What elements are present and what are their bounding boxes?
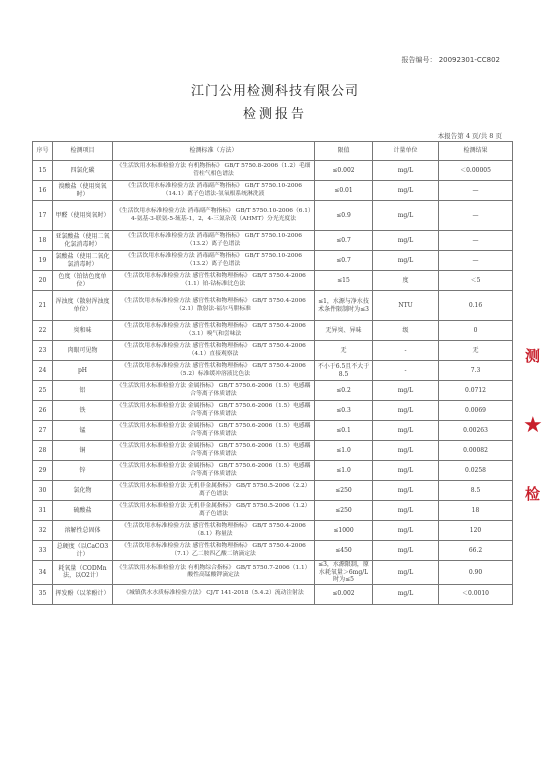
- row-unit: mg/L: [373, 181, 439, 201]
- table-row: [33, 541, 513, 561]
- row-method: 《生活饮用水标准检验方法 感官性状和物理指标》 GB/T 5750.4-2006（8.1）称量法: [113, 521, 315, 541]
- row-item: 挥发酚（以苯酚计）: [53, 584, 113, 604]
- report-number: 报告编号： 20092301-CC802: [401, 56, 500, 64]
- row-unit: mg/L: [373, 231, 439, 251]
- row-no: 18: [33, 231, 53, 251]
- row-limit: ≤0.002: [315, 584, 373, 604]
- row-result: ＜5: [439, 271, 513, 291]
- row-result: 0.16: [439, 291, 513, 321]
- row-no: 26: [33, 401, 53, 421]
- row-item: 臭和味: [53, 321, 113, 341]
- table-row: [33, 401, 513, 421]
- table-row: [33, 381, 513, 401]
- row-result: 7.3: [439, 361, 513, 381]
- table-row: [33, 161, 513, 181]
- row-limit: ≤0.3: [315, 401, 373, 421]
- row-item: 铜: [53, 441, 113, 461]
- row-unit: mg/L: [373, 481, 439, 501]
- table-row: [33, 561, 513, 585]
- row-limit: ≤250: [315, 481, 373, 501]
- table-row: [33, 181, 513, 201]
- row-unit: mg/L: [373, 541, 439, 561]
- row-no: 27: [33, 421, 53, 441]
- row-limit: ≤1000: [315, 521, 373, 541]
- row-unit: 度: [373, 271, 439, 291]
- row-no: 19: [33, 251, 53, 271]
- row-no: 32: [33, 521, 53, 541]
- row-item: 氯酸盐（使用二氧化氯消毒时）: [53, 251, 113, 271]
- row-method: 《生活饮用水标准检验方法 金属指标》 GB/T 5750.6-2006（1.5）电感耦合等离子体质谱法: [113, 421, 315, 441]
- row-no: 20: [33, 271, 53, 291]
- row-limit: ≤3，水源限制，原水耗氧量＞6mg/L时为≤5: [315, 561, 373, 585]
- row-result: —: [439, 181, 513, 201]
- row-item: 溶解性总固体: [53, 521, 113, 541]
- seal-star-icon: ★: [523, 413, 543, 438]
- row-item: 硫酸盐: [53, 501, 113, 521]
- row-limit: ≤450: [315, 541, 373, 561]
- row-item: 氯化物: [53, 481, 113, 501]
- row-item: 色度（铂钴色度单位）: [53, 271, 113, 291]
- row-result: 18: [439, 501, 513, 521]
- row-result: —: [439, 251, 513, 271]
- header-unit: 计量单位: [373, 142, 439, 161]
- row-result: 66.2: [439, 541, 513, 561]
- company-seal: [525, 325, 550, 530]
- row-result: —: [439, 201, 513, 231]
- row-method: 《城镇供水水质标准检验方法》 CJ/T 141-2018（5.4.2）流动注射法: [113, 584, 315, 604]
- row-limit: ≤15: [315, 271, 373, 291]
- row-unit: mg/L: [373, 421, 439, 441]
- row-result: 0.00082: [439, 441, 513, 461]
- row-method: 《生活饮用水标准检验方法 金属指标》 GB/T 5750.6-2006（1.5）电感耦合等离子体质谱法: [113, 461, 315, 481]
- row-limit: ≤0.002: [315, 161, 373, 181]
- row-result: —: [439, 231, 513, 251]
- row-limit: ≤0.01: [315, 181, 373, 201]
- row-method: 《生活饮用水标准检验方法 感官性状和物理指标》 GB/T 5750.4-2006（2.1）散射法-福尔马肼标准: [113, 291, 315, 321]
- row-item: 总硬度（以CaCO3计）: [53, 541, 113, 561]
- row-result: 无: [439, 341, 513, 361]
- row-limit: ≤0.7: [315, 231, 373, 251]
- row-item: 铁: [53, 401, 113, 421]
- header-limit: 限值: [315, 142, 373, 161]
- row-result: 0.00263: [439, 421, 513, 441]
- table-row: [33, 421, 513, 441]
- row-no: 23: [33, 341, 53, 361]
- table-row: [33, 481, 513, 501]
- table-row: [33, 201, 513, 231]
- row-method: 《生活饮用水标准检验方法 无机非金属指标》 GB/T 5750.5-2006（2.2）离子色谱法: [113, 481, 315, 501]
- row-unit: -: [373, 341, 439, 361]
- row-item: 四氯化碳: [53, 161, 113, 181]
- header-result: 检测结果: [439, 142, 513, 161]
- row-method: 《生活饮用水标准检验方法 金属指标》 GB/T 5750.6-2006（1.5）电感耦合等离子体质谱法: [113, 441, 315, 461]
- row-unit: mg/L: [373, 251, 439, 271]
- table-row: [33, 461, 513, 481]
- row-unit: 级: [373, 321, 439, 341]
- header-item: 检测项目: [53, 142, 113, 161]
- row-unit: mg/L: [373, 161, 439, 181]
- row-unit: mg/L: [373, 501, 439, 521]
- table-row: [33, 321, 513, 341]
- row-limit: ≤0.1: [315, 421, 373, 441]
- header-method: 检测标准（方法）: [113, 142, 315, 161]
- table-row: [33, 521, 513, 541]
- row-no: 35: [33, 584, 53, 604]
- table-row: [33, 341, 513, 361]
- row-no: 34: [33, 561, 53, 585]
- row-item: 耗氧量（CODMn法，以O2计）: [53, 561, 113, 585]
- row-method: 《生活饮用水标准检验方法 有机物综合指标》 GB/T 5750.7-2006（1.1）酸性高锰酸钾滴定法: [113, 561, 315, 585]
- row-method: 《生活饮用水标准检验方法 消毒副产物指标》 GB/T 5750.10-2006（6.1）4-氨基-3-联氨-5-巯基-1，2，4-三氮杂茂（AHMT）分光光度法: [113, 201, 315, 231]
- row-item: 浑浊度（散射浑浊度单位）: [53, 291, 113, 321]
- row-unit: mg/L: [373, 561, 439, 585]
- report-title: 检测报告: [242, 107, 307, 122]
- row-unit: -: [373, 361, 439, 381]
- table-row: [33, 291, 513, 321]
- table-row: [33, 361, 513, 381]
- row-no: 25: [33, 381, 53, 401]
- row-unit: mg/L: [373, 381, 439, 401]
- row-unit: NTU: [373, 291, 439, 321]
- table-row: [33, 501, 513, 521]
- row-method: 《生活饮用水标准检验方法 消毒副产物指标》 GB/T 5750.10-2006（14.1）离子色谱法-氢氧根系统淋洗液: [113, 181, 315, 201]
- row-limit: ≤0.9: [315, 201, 373, 231]
- row-unit: mg/L: [373, 401, 439, 421]
- row-limit: ≤1.0: [315, 461, 373, 481]
- row-no: 16: [33, 181, 53, 201]
- row-no: 17: [33, 201, 53, 231]
- row-method: 《生活饮用水标准检验方法 有机物指标》 GB/T 5750.8-2006（1.2）毛细管柱气相色谱法: [113, 161, 315, 181]
- row-item: 甲醛（使用臭氧时）: [53, 201, 113, 231]
- row-result: 0.0712: [439, 381, 513, 401]
- row-item: 亚氯酸盐（使用二氧化氯消毒时）: [53, 231, 113, 251]
- row-method: 《生活饮用水标准检验方法 无机非金属指标》 GB/T 5750.5-2006（1.2）离子色谱法: [113, 501, 315, 521]
- row-limit: 无异臭、异味: [315, 321, 373, 341]
- row-method: 《生活饮用水标准检验方法 感官性状和物理指标》 GB/T 5750.4-2006（4.1）直接观察法: [113, 341, 315, 361]
- row-no: 21: [33, 291, 53, 321]
- row-method: 《生活饮用水标准检验方法 消毒副产物指标》 GB/T 5750.10-2006（13.2）离子色谱法: [113, 231, 315, 251]
- row-item: 锌: [53, 461, 113, 481]
- row-limit: 不小于6.5且不大于8.5: [315, 361, 373, 381]
- row-result: ＜0.0010: [439, 584, 513, 604]
- row-limit: 无: [315, 341, 373, 361]
- row-limit: ≤0.7: [315, 251, 373, 271]
- row-limit: ≤0.2: [315, 381, 373, 401]
- row-item: 铝: [53, 381, 113, 401]
- row-method: 《生活饮用水标准检验方法 感官性状和物理指标》 GB/T 5750.4-2006（5.2）标准缓冲溶液比色法: [113, 361, 315, 381]
- row-method: 《生活饮用水标准检验方法 金属指标》 GB/T 5750.6-2006（1.5）电感耦合等离子体质谱法: [113, 381, 315, 401]
- row-no: 15: [33, 161, 53, 181]
- row-unit: mg/L: [373, 521, 439, 541]
- row-result: ＜0.00005: [439, 161, 513, 181]
- row-result: 0.0069: [439, 401, 513, 421]
- results-table: [32, 141, 513, 605]
- row-unit: mg/L: [373, 441, 439, 461]
- row-limit: ≤1.0: [315, 441, 373, 461]
- row-no: 22: [33, 321, 53, 341]
- row-item: 溴酸盐（使用臭氧时）: [53, 181, 113, 201]
- row-item: 锰: [53, 421, 113, 441]
- row-result: 0.90: [439, 561, 513, 585]
- row-unit: mg/L: [373, 201, 439, 231]
- table-row: [33, 584, 513, 604]
- row-method: 《生活饮用水标准检验方法 感官性状和物理指标》 GB/T 5750.4-2006（3.1）嗅气和尝味法: [113, 321, 315, 341]
- table-header-row: [33, 142, 513, 161]
- seal-char-bottom: 检: [525, 485, 541, 503]
- row-result: 8.5: [439, 481, 513, 501]
- row-method: 《生活饮用水标准检验方法 消毒副产物指标》 GB/T 5750.10-2006（13.2）离子色谱法: [113, 251, 315, 271]
- row-limit: ≤1，水源与净水技术条件限制时为≤3: [315, 291, 373, 321]
- row-result: 0.0258: [439, 461, 513, 481]
- row-method: 《生活饮用水标准检验方法 感官性状和物理指标》 GB/T 5750.4-2006（1.1）铂-钴标准比色法: [113, 271, 315, 291]
- table-row: [33, 231, 513, 251]
- row-unit: mg/L: [373, 461, 439, 481]
- seal-char-top: 测: [525, 347, 541, 365]
- row-item: 肉眼可见物: [53, 341, 113, 361]
- row-method: 《生活饮用水标准检验方法 金属指标》 GB/T 5750.6-2006（1.5）电感耦合等离子体质谱法: [113, 401, 315, 421]
- row-result: 0: [439, 321, 513, 341]
- row-no: 24: [33, 361, 53, 381]
- row-no: 30: [33, 481, 53, 501]
- row-no: 28: [33, 441, 53, 461]
- table-row: [33, 271, 513, 291]
- row-limit: ≤250: [315, 501, 373, 521]
- row-unit: mg/L: [373, 584, 439, 604]
- table-row: [33, 251, 513, 271]
- row-no: 33: [33, 541, 53, 561]
- row-method: 《生活饮用水标准检验方法 感官性状和物理指标》 GB/T 5750.4-2006（7.1）乙二胺四乙酸二钠滴定法: [113, 541, 315, 561]
- row-no: 29: [33, 461, 53, 481]
- company-name: 江门公用检测科技有限公司: [190, 84, 359, 99]
- row-no: 31: [33, 501, 53, 521]
- row-result: 120: [439, 521, 513, 541]
- row-item: pH: [53, 361, 113, 381]
- table-row: [33, 441, 513, 461]
- header-no: 序号: [33, 142, 53, 161]
- page-info: 本报告第 4 页/共 8 页: [437, 132, 502, 140]
